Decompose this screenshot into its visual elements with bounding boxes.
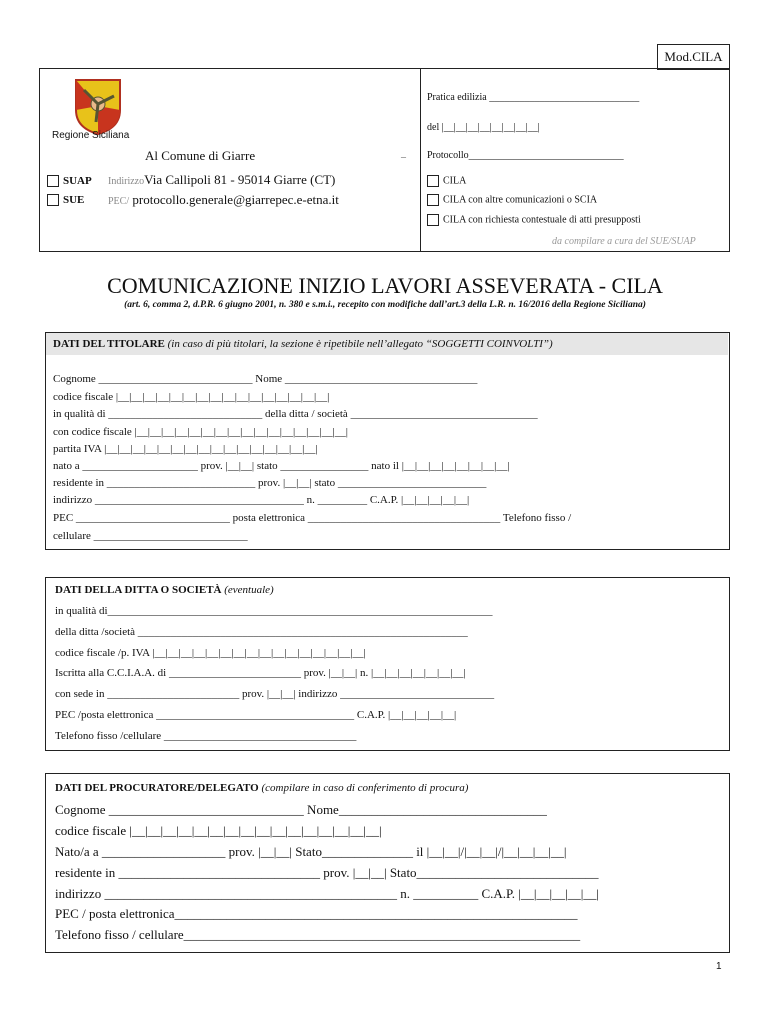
- suap-label: SUAP: [63, 175, 92, 187]
- titolare-heading-note: (in caso di più titolari, la sezione è ripetibile nell’allegato “SOGGETTI COINVOLTI”): [167, 338, 553, 350]
- option-cila[interactable]: [427, 175, 466, 187]
- titolare-line[interactable]: partita IVA |__|__|__|__|__|__|__|__|__|__|__|__|__|__|__|__|: [53, 443, 318, 455]
- procuratore-heading: [55, 782, 468, 794]
- procuratore-line[interactable]: indirizzo _____________________________________________ n. __________ C.A.P. |__|__|__|__|__|: [55, 886, 599, 901]
- suap-checkbox[interactable]: [47, 175, 59, 187]
- comune-label: Al Comune di Giarre: [145, 148, 256, 163]
- titolare-line[interactable]: in qualità di ____________________________ della ditta / società __________________________________: [53, 408, 538, 420]
- regione-logo: [68, 76, 128, 136]
- pratica-field[interactable]: Pratica edilizia ______________________________: [427, 92, 640, 103]
- header-divider: [420, 68, 421, 251]
- region-name: Regione Siciliana: [52, 130, 130, 141]
- compile-note: da compilare a cura del SUE/SUAP: [552, 236, 696, 247]
- procuratore-line[interactable]: Telefono fisso / cellulare_____________________________________________________________: [55, 927, 581, 942]
- titolare-heading-text: DATI DEL TITOLARE: [53, 338, 165, 350]
- option-cila-atti[interactable]: [427, 214, 641, 226]
- ditta-line[interactable]: PEC /posta elettronica ____________________________________ C.A.P. |__|__|__|__|__|: [55, 709, 457, 721]
- ditta-line[interactable]: della ditta /società ____________________________________________________________: [55, 626, 468, 638]
- ditta-heading-text: DATI DELLA DITTA O SOCIETÀ: [55, 584, 222, 596]
- sue-option[interactable]: [47, 194, 84, 206]
- ditta-heading: [55, 584, 274, 596]
- cila-scia-checkbox[interactable]: [427, 194, 439, 206]
- ditta-line[interactable]: Telefono fisso /cellulare ___________________________________: [55, 730, 357, 742]
- titolare-line[interactable]: nato a _____________________ prov. |__|__| stato ________________ nato il |__|__|__|__|__|__|__|__|: [53, 460, 510, 472]
- cila-atti-checkbox[interactable]: [427, 214, 439, 226]
- document-title: COMUNICAZIONE INIZIO LAVORI ASSEVERATA - CILA: [107, 273, 663, 298]
- suap-option[interactable]: [47, 175, 92, 187]
- cila-atti-label: CILA con richiesta contestuale di atti presupposti: [443, 214, 641, 226]
- titolare-line[interactable]: codice fiscale |__|__|__|__|__|__|__|__|__|__|__|__|__|__|__|__|: [53, 391, 330, 403]
- procuratore-section: [45, 773, 730, 953]
- address-line: [108, 172, 335, 188]
- mod-label: Mod.CILA: [657, 44, 730, 70]
- pec-value: protocollo.generale@giarrepec.e-etna.it: [132, 192, 339, 207]
- titolare-line[interactable]: cellulare ____________________________: [53, 530, 248, 542]
- ditta-line[interactable]: in qualità di______________________________________________________________________: [55, 605, 493, 617]
- procuratore-line[interactable]: residente in _______________________________ prov. |__|__| Stato____________________________: [55, 865, 599, 880]
- ditta-line[interactable]: codice fiscale /p. IVA |__|__|__|__|__|__|__|__|__|__|__|__|__|__|__|__|: [55, 647, 366, 659]
- titolare-line[interactable]: Cognome ____________________________ Nome ___________________________________: [53, 373, 478, 385]
- cila-label: CILA: [443, 175, 467, 187]
- del-field[interactable]: del |__|__|__|__|__|__|__|__|: [427, 122, 540, 133]
- page-number: 1: [716, 961, 722, 972]
- ditta-line[interactable]: Iscritta alla C.C.I.A.A. di ________________________ prov. |__|__| n. |__|__|__|__|__|__|__|: [55, 667, 466, 679]
- sue-label: SUE: [63, 194, 85, 206]
- procuratore-line[interactable]: PEC / posta elettronica______________________________________________________________: [55, 906, 578, 921]
- pec-line: [108, 192, 339, 208]
- indirizzo-value: Via Callipoli 81 - 95014 Giarre (CT): [144, 172, 336, 187]
- document-subtitle: (art. 6, comma 2, d.P.R. 6 giugno 2001, n. 380 e s.m.i., recepito con modifiche dall’art.3 della L.R. n. 16/2016 della Regione Siciliana): [124, 300, 646, 310]
- procuratore-line[interactable]: Cognome ______________________________ Nome________________________________: [55, 802, 547, 817]
- indirizzo-prefix: Indirizzo: [108, 176, 145, 187]
- titolare-line[interactable]: PEC ____________________________ posta elettronica ___________________________________ Telefono fisso /: [53, 512, 572, 524]
- cila-checkbox[interactable]: [427, 175, 439, 187]
- titolare-line[interactable]: con codice fiscale |__|__|__|__|__|__|__|__|__|__|__|__|__|__|__|__|: [53, 426, 348, 438]
- titolare-line[interactable]: residente in ___________________________ prov. |__|__| stato ___________________________: [53, 477, 487, 489]
- cila-scia-label: CILA con altre comunicazioni o SCIA: [443, 194, 598, 206]
- titolare-line[interactable]: indirizzo ______________________________________ n. _________ C.A.P. |__|__|__|__|__|: [53, 494, 470, 506]
- pec-prefix: PEC/: [108, 196, 130, 207]
- dash-mark: –: [401, 152, 406, 163]
- procuratore-line[interactable]: Nato/a a ___________________ prov. |__|__| Stato______________ il |__|__|/|__|__|/|__|__|__|__|: [55, 844, 567, 859]
- titolare-heading: [53, 338, 553, 350]
- ditta-heading-note: (eventuale): [224, 584, 274, 596]
- sue-checkbox[interactable]: [47, 194, 59, 206]
- option-cila-scia[interactable]: [427, 194, 597, 206]
- procuratore-heading-text: DATI DEL PROCURATORE/DELEGATO: [55, 782, 259, 794]
- procuratore-line[interactable]: codice fiscale |__|__|__|__|__|__|__|__|__|__|__|__|__|__|__|__|: [55, 823, 382, 838]
- ditta-section: [45, 577, 730, 751]
- procuratore-heading-note: (compilare in caso di conferimento di procura): [261, 782, 469, 794]
- ditta-line[interactable]: con sede in ________________________ prov. |__|__| indirizzo ____________________________: [55, 688, 495, 700]
- protocollo-field[interactable]: Protocollo_______________________________: [427, 150, 624, 161]
